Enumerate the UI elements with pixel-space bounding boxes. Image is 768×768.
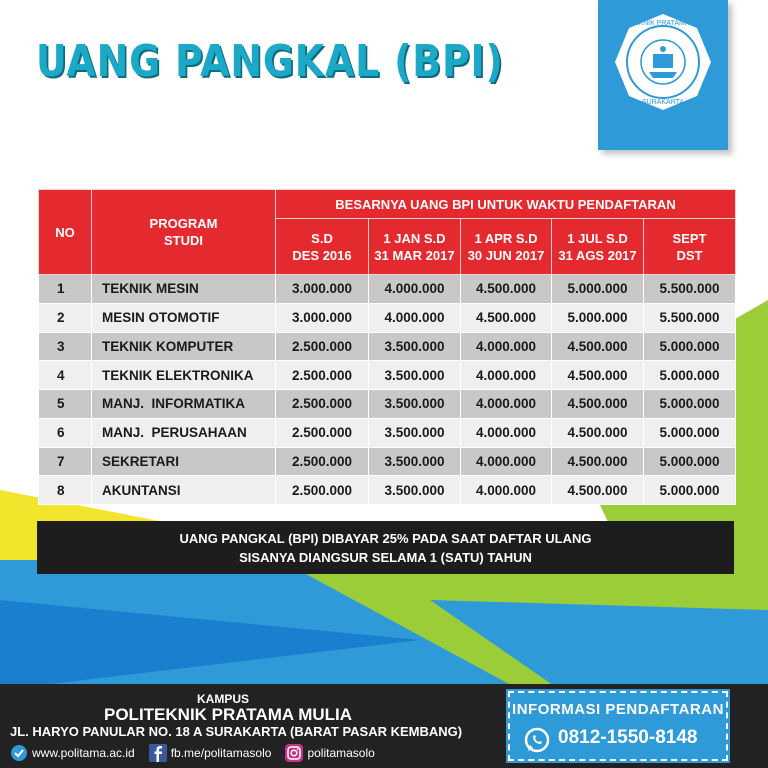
program-name: MANJ. PERUSAHAAN [92, 418, 276, 447]
fee-cell: 5.000.000 [644, 418, 736, 447]
fee-cell: 4.500.000 [461, 275, 552, 304]
website-icon [10, 744, 28, 762]
program-name: AKUNTANSI [92, 476, 276, 505]
whatsapp-icon [524, 727, 550, 753]
fee-cell: 3.000.000 [276, 303, 369, 332]
fee-cell: 2.500.000 [276, 332, 369, 361]
fee-cell: 5.000.000 [644, 332, 736, 361]
table-row [39, 418, 736, 447]
payment-note [37, 521, 734, 574]
fee-cell: 4.000.000 [461, 476, 552, 505]
program-name: MESIN OTOMOTIF [92, 303, 276, 332]
instagram-link[interactable] [285, 744, 374, 762]
fee-cell: 3.500.000 [369, 447, 461, 476]
fee-cell: 4.500.000 [552, 361, 644, 390]
period-header-3 [461, 219, 552, 275]
row-number: 1 [39, 275, 92, 304]
logo-badge [598, 0, 728, 150]
period-header-line: 1 JUL S.D [567, 230, 628, 246]
page-title: UANG PANGKAL (BPI) [36, 36, 504, 87]
info-phone-number[interactable]: 0812-1550-8148 [558, 727, 698, 748]
table-row [39, 275, 736, 304]
fee-cell: 2.500.000 [276, 476, 369, 505]
program-name: TEKNIK KOMPUTER [92, 332, 276, 361]
table-row [39, 332, 736, 361]
logo-text-bottom: SURAKARTA [641, 99, 685, 106]
period-header-1 [276, 219, 369, 275]
fee-cell: 4.500.000 [552, 418, 644, 447]
fee-cell: 5.000.000 [644, 361, 736, 390]
fee-cell: 4.000.000 [461, 390, 552, 419]
period-header-line: DST [676, 247, 703, 263]
fee-cell: 4.000.000 [369, 275, 461, 304]
fee-cell: 2.500.000 [276, 418, 369, 447]
program-name: TEKNIK ELEKTRONIKA [92, 361, 276, 390]
fee-cell: 2.500.000 [276, 361, 369, 390]
fee-cell: 4.000.000 [369, 303, 461, 332]
fee-cell: 5.000.000 [644, 476, 736, 505]
fee-cell: 3.500.000 [369, 361, 461, 390]
program-header-line2: STUDI [164, 233, 203, 248]
fee-cell: 2.500.000 [276, 447, 369, 476]
note-line-2: SISANYA DIANGSUR SELAMA 1 (SATU) TAHUN [239, 550, 532, 565]
period-header-line: 31 AGS 2017 [558, 247, 637, 263]
footer-kampus-label: KAMPUS [197, 692, 250, 706]
period-header-5 [644, 219, 736, 275]
fee-cell: 3.500.000 [369, 476, 461, 505]
fee-cell: 5.000.000 [644, 390, 736, 419]
facebook-text: fb.me/politamasolo [170, 746, 272, 760]
polytechnic-seal-icon [598, 0, 728, 150]
footer-address: JL. HARYO PANULAR NO. 18 A SURAKARTA (BARAT PASAR KEMBANG) [10, 724, 463, 739]
footer-links [10, 744, 389, 762]
facebook-icon [149, 744, 167, 762]
program-header-line1: PROGRAM [149, 216, 218, 231]
fee-cell: 4.500.000 [552, 332, 644, 361]
group-header-periods: BESARNYA UANG BPI UNTUK WAKTU PENDAFTARAN [276, 190, 736, 219]
fee-cell: 2.500.000 [276, 390, 369, 419]
fee-cell: 5.500.000 [644, 303, 736, 332]
table-row [39, 476, 736, 505]
logo-text-top: POLITEKNIK PRATAMA MULIA [613, 20, 713, 27]
program-name: TEKNIK MESIN [92, 275, 276, 304]
row-number: 3 [39, 332, 92, 361]
fee-cell: 4.000.000 [461, 332, 552, 361]
instagram-icon [285, 744, 303, 762]
fee-cell: 4.500.000 [552, 390, 644, 419]
fee-cell: 4.000.000 [461, 361, 552, 390]
fee-cell: 5.000.000 [552, 303, 644, 332]
website-text: www.politama.ac.id [32, 746, 135, 760]
fee-cell: 4.500.000 [552, 476, 644, 505]
fee-cell: 5.500.000 [644, 275, 736, 304]
table-row [39, 447, 736, 476]
program-name: SEKRETARI [92, 447, 276, 476]
col-header-program [92, 190, 276, 275]
fee-cell: 3.500.000 [369, 332, 461, 361]
table-row [39, 303, 736, 332]
fee-cell: 3.500.000 [369, 418, 461, 447]
info-title: INFORMASI PENDAFTARAN [512, 701, 724, 718]
period-header-line: 31 MAR 2017 [374, 247, 455, 263]
website-link[interactable] [10, 744, 135, 762]
registration-info-box [508, 691, 728, 761]
table-row [39, 361, 736, 390]
fee-cell: 4.000.000 [461, 418, 552, 447]
period-header-4 [552, 219, 644, 275]
facebook-link[interactable] [149, 744, 272, 762]
row-number: 4 [39, 361, 92, 390]
note-line-1: UANG PANGKAL (BPI) DIBAYAR 25% PADA SAAT DAFTAR ULANG [179, 531, 592, 546]
fee-cell: 3.000.000 [276, 275, 369, 304]
period-header-line: DES 2016 [292, 247, 352, 263]
row-number: 6 [39, 418, 92, 447]
period-header-line: 1 APR S.D [474, 230, 538, 246]
row-number: 2 [39, 303, 92, 332]
fee-cell: 5.000.000 [644, 447, 736, 476]
bpi-table [38, 189, 735, 505]
period-header-2 [369, 219, 461, 275]
instagram-text: politamasolo [307, 746, 375, 760]
row-number: 7 [39, 447, 92, 476]
period-header-line: S.D [311, 230, 333, 246]
table-row [39, 390, 736, 419]
row-number: 5 [39, 390, 92, 419]
period-header-line: 30 JUN 2017 [467, 247, 545, 263]
fee-cell: 4.500.000 [552, 447, 644, 476]
program-name: MANJ. INFORMATIKA [92, 390, 276, 419]
footer-campus-name: POLITEKNIK PRATAMA MULIA [104, 705, 353, 724]
fee-cell: 4.000.000 [461, 447, 552, 476]
col-header-no: NO [39, 190, 92, 275]
fee-cell: 3.500.000 [369, 390, 461, 419]
fee-cell: 5.000.000 [552, 275, 644, 304]
period-header-line: SEPT [672, 230, 707, 246]
row-number: 8 [39, 476, 92, 505]
period-header-line: 1 JAN S.D [383, 230, 446, 246]
fee-cell: 4.500.000 [461, 303, 552, 332]
